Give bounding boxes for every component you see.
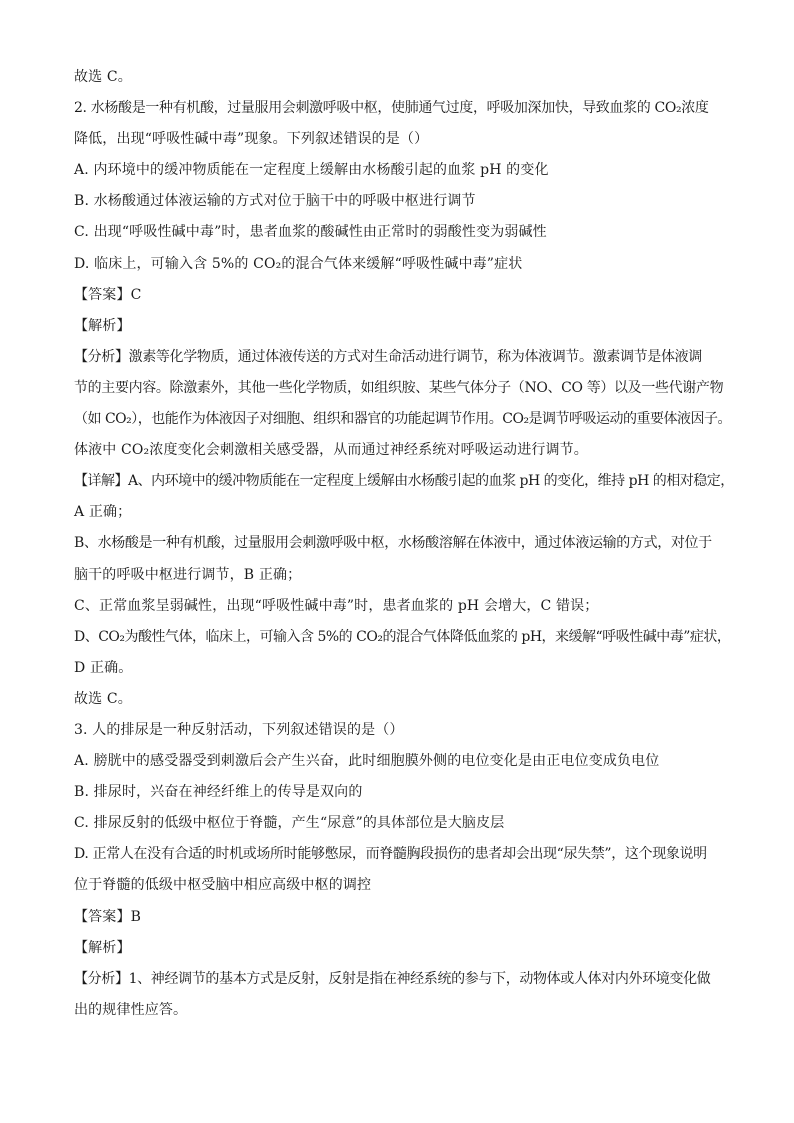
answer-label: 【答案】C: [74, 286, 142, 303]
analysis-paragraph-line: 【分析】激素等化学物质，通过体液传送的方式对生命活动进行调节，称为体液调节。激素调节是体液调: [74, 348, 702, 365]
answer-label: 【答案】B: [74, 908, 142, 925]
detail-paragraph-line: D 正确。: [74, 659, 133, 676]
question-3-option-d: D. 正常人在没有合适的时机或场所时能够憋尿，而脊髓胸段损伤的患者却会出现“尿失禁”，这个现象说明: [74, 846, 707, 863]
detail-paragraph-line: C、正常血浆呈弱碱性，出现“呼吸性碱中毒”时，患者血浆的 pH 会增大，C 错误；: [74, 597, 599, 614]
analysis-label: 【解析】: [74, 317, 131, 334]
analysis-paragraph-line: 出的规律性应答。: [74, 1001, 188, 1018]
analysis-paragraph-line: 节的主要内容。除激素外，其他一些化学物质，如组织胺、某些气体分子（NO、CO 等）以及一些代谢产物: [74, 379, 724, 396]
question-3-option-c: C. 排尿反射的低级中枢位于脊髓，产生“尿意”的具体部位是大脑皮层: [74, 815, 505, 832]
document-page: [74, 62, 734, 1026]
detail-paragraph-line: B、水杨酸是一种有机酸，过量服用会刺激呼吸中枢，水杨酸溶解在体液中，通过体液运输的方式，对位于: [74, 535, 712, 552]
question-2-option-c: C. 出现“呼吸性碱中毒”时，患者血浆的酸碱性由正常时的弱酸性变为弱碱性: [74, 224, 547, 241]
analysis-label: 【解析】: [74, 939, 131, 956]
analysis-paragraph-line: 【分析】1、神经调节的基本方式是反射，反射是指在神经系统的参与下，动物体或人体对内外环境变化做: [74, 970, 711, 987]
detail-paragraph-line: 【详解】A、内环境中的缓冲物质能在一定程度上缓解由水杨酸引起的血浆 pH 的变化，维持 pH 的相对稳定，: [74, 473, 734, 490]
conclusion-line: 故选 C。: [74, 690, 132, 707]
question-3-stem: 3. 人的排尿是一种反射活动，下列叙述错误的是（）: [74, 721, 404, 738]
question-2-option-a: A. 内环境中的缓冲物质能在一定程度上缓解由水杨酸引起的血浆 pH 的变化: [74, 162, 549, 179]
question-2-option-b: B. 水杨酸通过体液运输的方式对位于脑干中的呼吸中枢进行调节: [74, 193, 476, 210]
analysis-paragraph-line: （如 CO₂），也能作为体液因子对细胞、组织和器官的功能起调节作用。CO₂是调节呼吸运动的重要体液因子。: [74, 411, 732, 428]
question-3-option-d-cont: 位于脊髓的低级中枢受脑中相应高级中枢的调控: [74, 877, 372, 894]
detail-paragraph-line: D、CO₂为酸性气体，临床上，可输入含 5%的 CO₂的混合气体降低血浆的 pH，来缓解“呼吸性碱中毒”症状，: [74, 628, 731, 645]
question-2-stem: 2. 水杨酸是一种有机酸，过量服用会刺激呼吸中枢，使肺通气过度，呼吸加深加快，导致血浆的 CO₂浓度: [74, 100, 709, 117]
question-3-option-a: A. 膀胱中的感受器受到刺激后会产生兴奋，此时细胞膜外侧的电位变化是由正电位变成负电位: [74, 753, 660, 770]
analysis-paragraph-line: 体液中 CO₂浓度变化会刺激相关感受器，从而通过神经系统对呼吸运动进行调节。: [74, 442, 588, 459]
detail-paragraph-line: 脑干的呼吸中枢进行调节，B 正确；: [74, 566, 302, 583]
question-2-stem-cont: 降低，出现“呼吸性碱中毒”现象。下列叙述错误的是（）: [74, 131, 429, 148]
detail-paragraph-line: A 正确；: [74, 504, 132, 521]
conclusion-line: 故选 C。: [74, 69, 132, 85]
question-2-option-d: D. 临床上，可输入含 5%的 CO₂的混合气体来缓解“呼吸性碱中毒”症状: [74, 255, 523, 272]
question-3-option-b: B. 排尿时，兴奋在神经纤维上的传导是双向的: [74, 784, 363, 801]
